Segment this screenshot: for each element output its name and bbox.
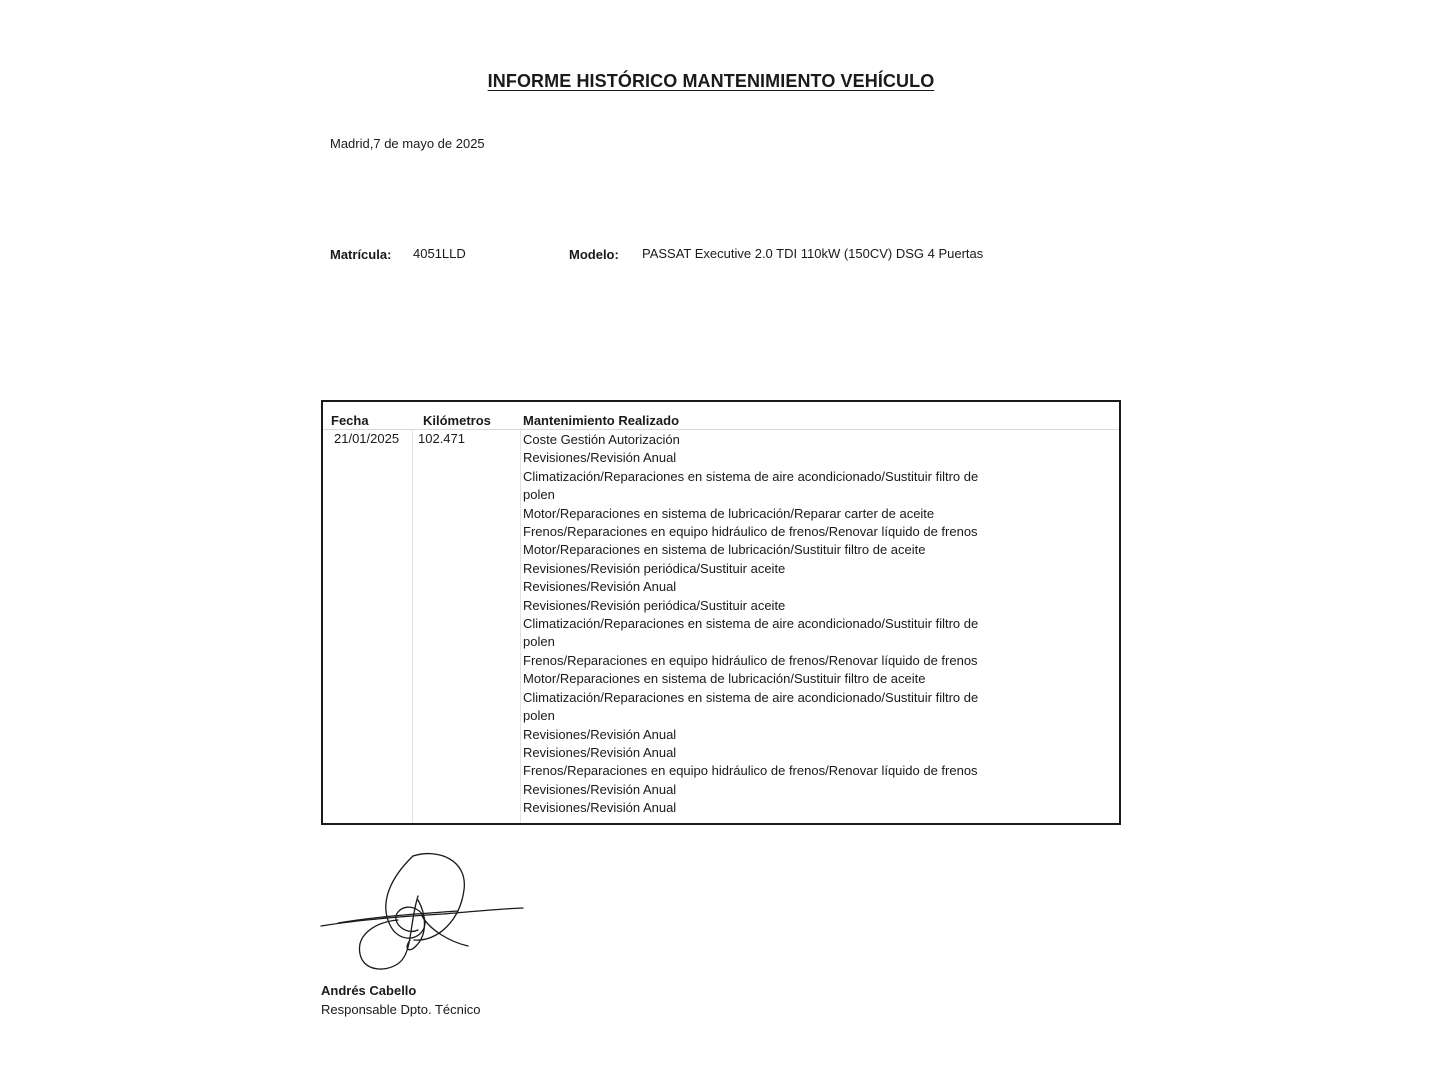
signer-name: Andrés Cabello — [321, 983, 417, 998]
report-title: INFORME HISTÓRICO MANTENIMIENTO VEHÍCULO — [487, 71, 935, 91]
maintenance-item: Revisiones/Revisión Anual — [523, 450, 677, 466]
plate-label: Matrícula: — [330, 247, 392, 262]
maintenance-item: Frenos/Reparaciones en equipo hidráulico de frenos/Renovar líquido de frenos — [523, 652, 978, 668]
maintenance-item: Revisiones/Revisión Anual — [523, 579, 677, 595]
maintenance-item: Revisiones/Revisión Anual — [523, 726, 677, 742]
maintenance-item: Climatización/Reparaciones en sistema de aire acondicionado/Sustituir filtro de polen — [523, 689, 979, 724]
column-header-km: Kilómetros — [423, 413, 491, 428]
row-kilometers: 102.471 — [418, 431, 465, 446]
maintenance-item: Revisiones/Revisión periódica/Sustituir aceite — [523, 597, 786, 613]
handwritten-signature-icon — [318, 850, 528, 978]
model-value: PASSAT Executive 2.0 TDI 110kW (150CV) DSG 4 Puertas — [642, 246, 984, 261]
maintenance-item: Revisiones/Revisión Anual — [523, 781, 677, 797]
place-and-date: Madrid,7 de mayo de 2025 — [330, 136, 485, 151]
maintenance-item: Climatización/Reparaciones en sistema de aire acondicionado/Sustituir filtro de polen — [523, 468, 979, 503]
plate-value: 4051LLD — [413, 246, 466, 261]
column-divider — [520, 430, 521, 823]
maintenance-item: Revisiones/Revisión Anual — [523, 744, 677, 760]
maintenance-item: Frenos/Reparaciones en equipo hidráulico de frenos/Renovar líquido de frenos — [523, 524, 978, 540]
column-header-date: Fecha — [331, 413, 369, 428]
signer-role: Responsable Dpto. Técnico — [321, 1002, 481, 1017]
column-divider — [412, 430, 413, 823]
maintenance-list — [523, 431, 1013, 818]
maintenance-item: Motor/Reparaciones en sistema de lubricación/Sustituir filtro de aceite — [523, 671, 926, 687]
maintenance-table — [321, 400, 1121, 825]
maintenance-item: Revisiones/Revisión periódica/Sustituir aceite — [523, 560, 786, 576]
row-date: 21/01/2025 — [334, 431, 400, 446]
maintenance-item: Motor/Reparaciones en sistema de lubricación/Reparar carter de aceite — [523, 505, 935, 521]
maintenance-item: Climatización/Reparaciones en sistema de aire acondicionado/Sustituir filtro de polen — [523, 616, 979, 650]
model-label: Modelo: — [569, 247, 619, 262]
maintenance-item: Revisiones/Revisión Anual — [523, 800, 677, 816]
maintenance-item: Coste Gestión Autorización — [523, 432, 680, 447]
maintenance-item: Motor/Reparaciones en sistema de lubricación/Sustituir filtro de aceite — [523, 542, 926, 558]
column-header-maintenance: Mantenimiento Realizado — [523, 413, 680, 428]
header-divider — [323, 429, 1119, 430]
maintenance-item: Frenos/Reparaciones en equipo hidráulico de frenos/Renovar líquido de frenos — [523, 763, 978, 779]
